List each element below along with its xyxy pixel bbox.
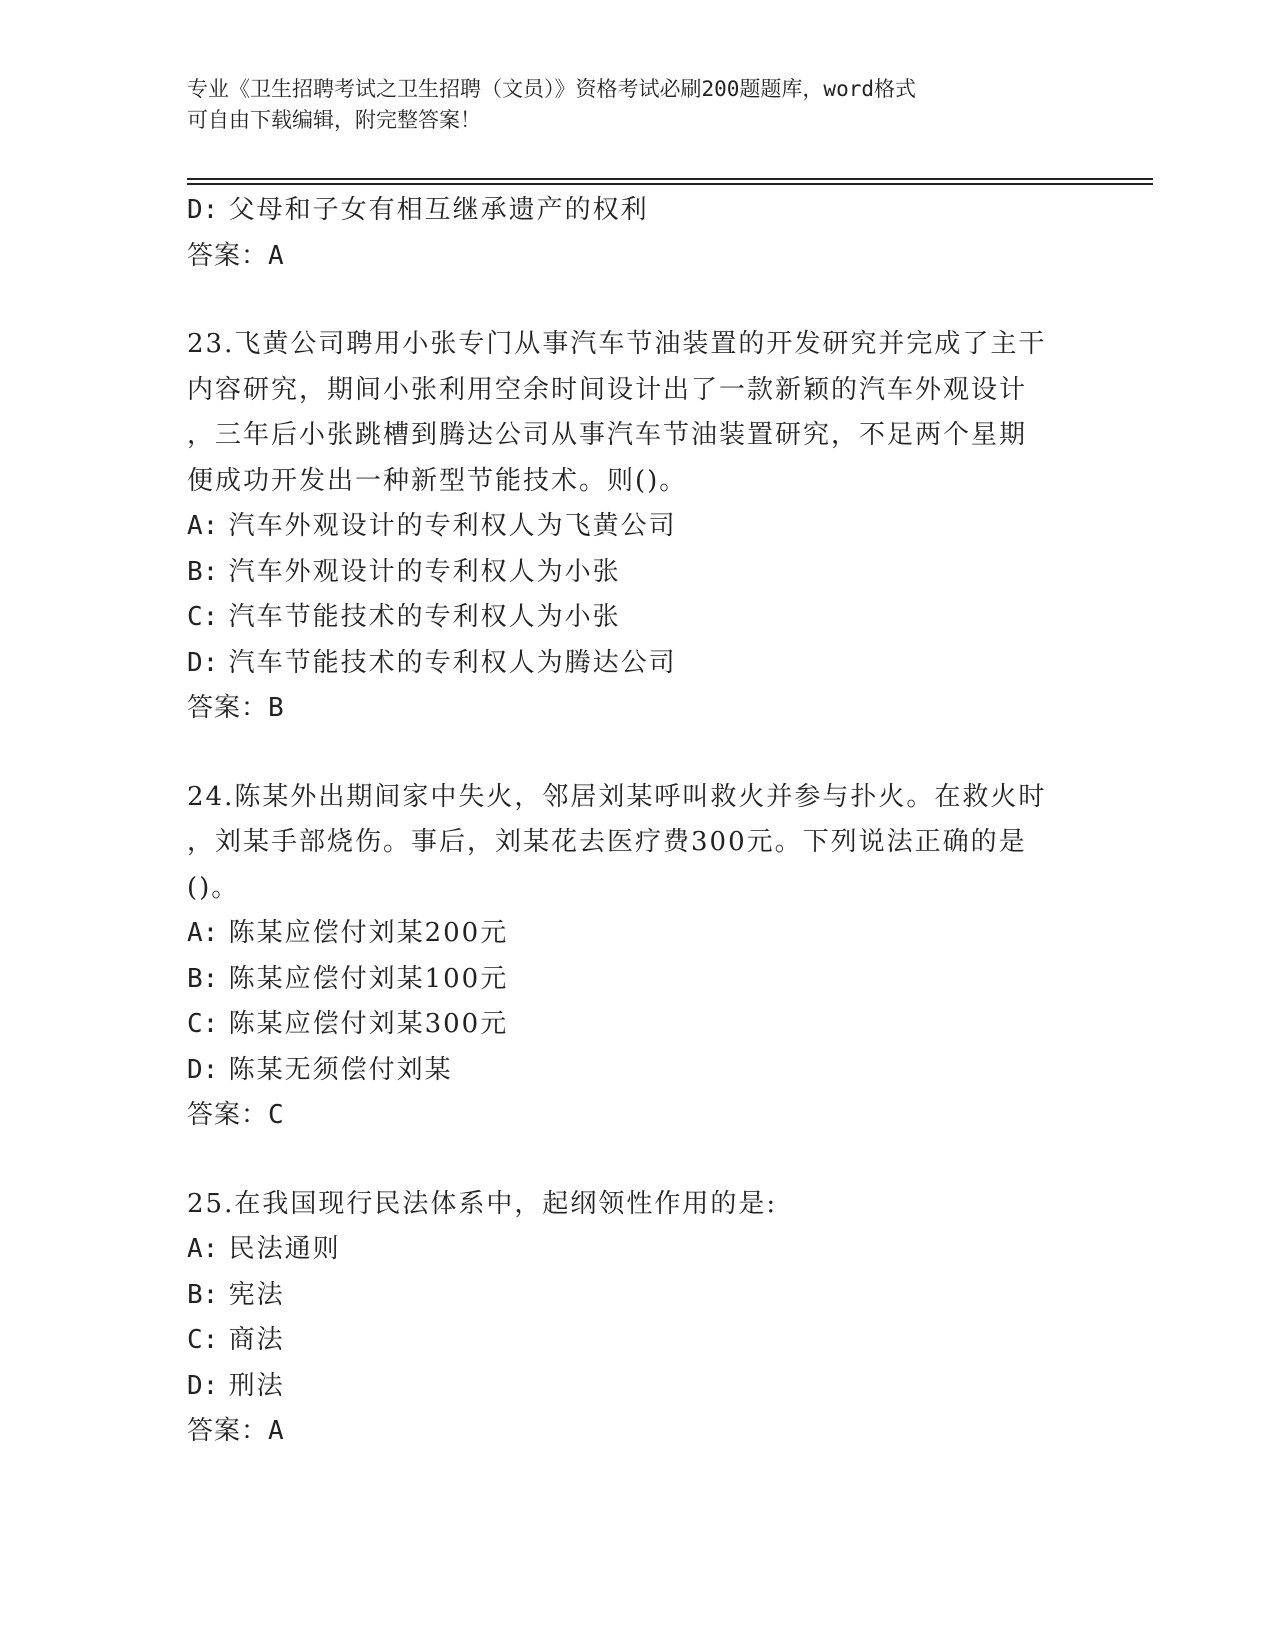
- option-label: B:: [187, 1279, 219, 1310]
- question-23: [187, 322, 1087, 732]
- question-answer: 答案：B: [187, 693, 285, 723]
- question-option-b: [187, 957, 1087, 1003]
- option-text: 陈某应偿付刘某200元: [228, 918, 509, 948]
- option-text: 刑法: [228, 1370, 285, 1401]
- option-label: C:: [187, 602, 219, 632]
- question-25: [187, 1182, 1087, 1455]
- option-text: 汽车外观设计的专利权人为小张: [228, 556, 621, 587]
- question-answer: 答案：C: [187, 1100, 285, 1130]
- option-label: D:: [187, 647, 219, 678]
- header-line-2: 可自由下载编辑，附完整答案！: [187, 108, 481, 132]
- question-stem-line: 内容研究，期间小张利用空余时间设计出了一款新颖的汽车外观设计: [187, 374, 1028, 405]
- question-stem-line: ()。: [187, 872, 240, 903]
- question-option-a: [187, 504, 1087, 550]
- option-text: 陈某无须偿付刘某: [228, 1054, 453, 1085]
- option-label: A:: [187, 511, 219, 541]
- option-label: A:: [187, 1234, 219, 1264]
- question-option-b: [187, 550, 1087, 596]
- question-answer: 答案：A: [187, 1416, 285, 1446]
- question-stem-line: ，三年后小张跳槽到腾达公司从事汽车节油装置研究，不足两个星期: [187, 420, 1028, 450]
- question-option-b: [187, 1273, 1087, 1319]
- prev-question-option-d: [187, 188, 1087, 234]
- option-label: C:: [187, 1325, 219, 1355]
- question-option-a: [187, 1227, 1087, 1273]
- option-label: D:: [187, 1054, 219, 1085]
- question-spacer: [187, 732, 1087, 775]
- option-text: 陈某应偿付刘某100元: [228, 963, 509, 994]
- option-text: 父母和子女有相互继承遗产的权利: [228, 195, 649, 225]
- option-label: D:: [187, 1370, 219, 1401]
- header-line-1: 专业《卫生招聘考试之卫生招聘（文员）》资格考试必刷200题题库，word格式: [187, 77, 916, 101]
- option-text: 民法通则: [228, 1234, 341, 1264]
- option-label: D:: [187, 195, 219, 225]
- question-stem-line: 23.飞黄公司聘用小张专门从事汽车节油装置的开发研究并完成了主干: [187, 329, 1047, 359]
- question-option-d: [187, 641, 1087, 687]
- question-stem-line: 24.陈某外出期间家中失火，邻居刘某呼叫救火并参与扑火。在救火时: [187, 781, 1047, 812]
- question-stem-line: 便成功开发出一种新型节能技术。则()。: [187, 465, 688, 496]
- document-header: [187, 74, 1087, 136]
- question-stem-line: 25.在我国现行民法体系中，起纲领性作用的是:: [187, 1188, 778, 1219]
- option-text: 汽车节能技术的专利权人为小张: [228, 602, 621, 632]
- header-rule-bottom: [187, 183, 1153, 185]
- question-stem-line: ，刘某手部烧伤。事后，刘某花去医疗费300元。下列说法正确的是: [187, 827, 1027, 857]
- question-spacer: [187, 279, 1087, 322]
- question-24: [187, 775, 1087, 1139]
- option-text: 汽车节能技术的专利权人为腾达公司: [228, 647, 677, 678]
- question-option-c: [187, 1002, 1087, 1048]
- question-spacer: [187, 1139, 1087, 1182]
- question-option-d: [187, 1364, 1087, 1410]
- option-label: B:: [187, 963, 219, 994]
- option-text: 汽车外观设计的专利权人为飞黄公司: [228, 511, 677, 541]
- question-option-c: [187, 595, 1087, 641]
- document-body: [187, 188, 1087, 1455]
- question-option-c: [187, 1318, 1087, 1364]
- option-label: C:: [187, 1009, 219, 1039]
- option-text: 宪法: [228, 1279, 285, 1310]
- option-text: 陈某应偿付刘某300元: [228, 1009, 509, 1039]
- question-option-d: [187, 1048, 1087, 1094]
- prev-question-answer: 答案：A: [187, 240, 285, 271]
- option-text: 商法: [228, 1325, 285, 1355]
- header-rule-top: [187, 178, 1153, 180]
- option-label: B:: [187, 556, 219, 587]
- question-option-a: [187, 911, 1087, 957]
- option-label: A:: [187, 918, 219, 948]
